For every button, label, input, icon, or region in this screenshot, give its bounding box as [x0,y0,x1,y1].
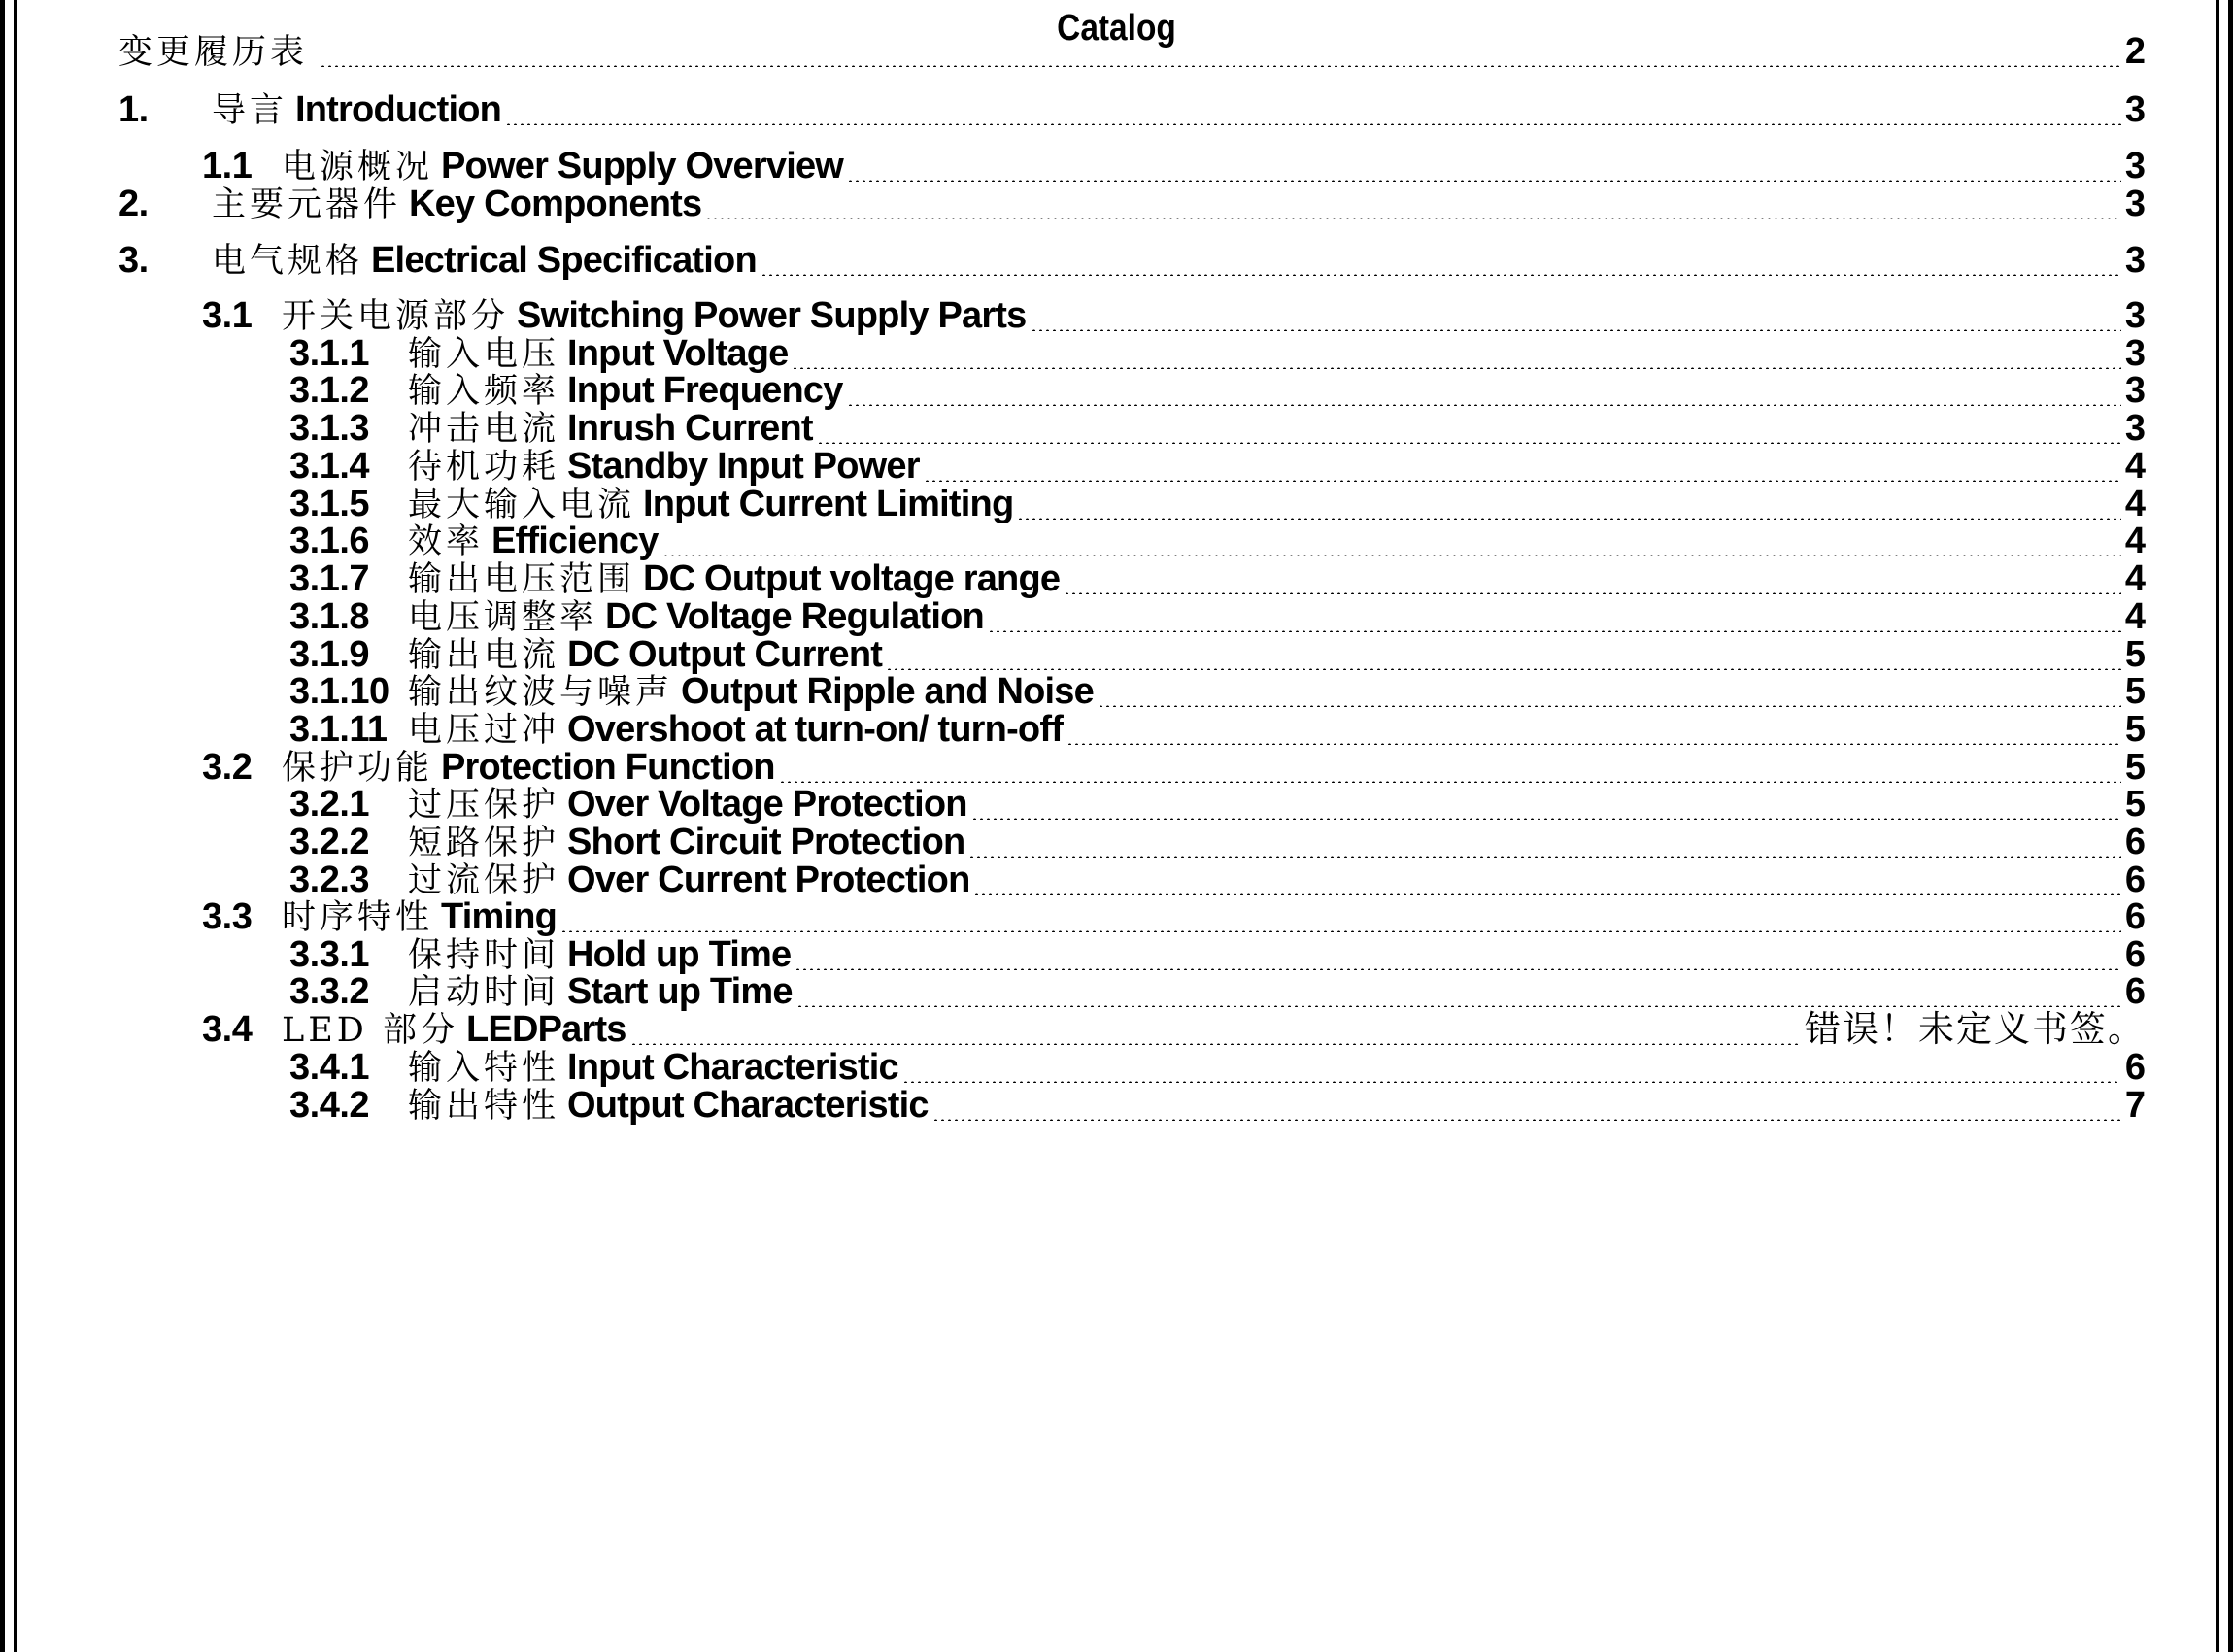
toc-entry-title-zh: 冲击电流 [408,410,560,449]
toc-entry-title-zh: 输出特性 [408,1087,560,1126]
toc-page-number: 4 [2124,446,2146,487]
toc-entry-title-zh: 开关电源部分 [282,297,510,336]
toc-entry-title-zh: 电压过冲 [408,711,560,750]
toc-entry-title-en: Timing [441,896,558,937]
toc-entry-number: 1. [118,89,149,130]
toc-entry-number: 3.1.11 [289,709,388,750]
toc-entry-number: 3.3.2 [289,971,370,1012]
toc-page-number: 3 [2124,408,2146,449]
toc-page-number: 6 [2124,1047,2146,1088]
toc-dot-leader [761,274,2121,276]
toc-entry-title-zh: 启动时间 [408,973,560,1012]
toc-page-number: 3 [2124,89,2146,130]
toc-page-number: 3 [2124,146,2146,186]
toc-entry-title-en: Standby Input Power [567,446,920,487]
toc-entry-title-en: Input Frequency [567,370,843,411]
toc-entry-number: 3.1.2 [289,370,370,411]
toc-entry-number: 3.1.7 [289,558,370,599]
toc-dot-leader [320,65,2121,67]
toc-entry-number: 3.1 [202,295,253,336]
toc-entry-title-en: Short Circuit Protection [567,822,965,862]
toc-page-number: 5 [2124,671,2146,712]
toc-entry-title-en: Introduction [295,89,502,130]
toc-entry-title-en: Overshoot at turn-on/ turn-off [567,709,1064,750]
toc-page-number: 3 [2124,184,2146,224]
toc-entry-title-zh: 主要元器件 [212,185,402,224]
toc-entry-title-en: Electrical Specification [371,240,757,281]
toc-entry-title-en: Inrush Current [567,408,813,449]
toc-entry[interactable] [0,83,2233,137]
toc-entry-number: 3.1.3 [289,408,370,449]
toc-entry-title-en: DC Voltage Regulation [605,596,984,637]
toc-page-number: 6 [2124,934,2146,975]
toc-entry-number: 3.1.1 [289,333,370,374]
toc-dot-leader [932,1119,2121,1121]
toc-entry-title-en: Input Characteristic [567,1047,898,1088]
toc-page-number: 4 [2124,558,2146,599]
toc-entry-number: 3.4 [202,1009,253,1050]
toc-entry-title-zh: 保护功能 [282,749,434,788]
toc-entry-title-en: Start up Time [567,971,793,1012]
toc-dot-leader [505,123,2121,125]
toc-page-number: 4 [2124,596,2146,637]
toc-entry[interactable] [0,24,2233,79]
toc-entry-title-en: Over Voltage Protection [567,784,967,825]
toc-entry-title-en: Power Supply Overview [441,146,844,186]
toc-entry-body [212,233,2146,288]
toc-entry-number: 1.1 [202,146,253,186]
toc-entry-title-en: Output Characteristic [567,1085,929,1126]
toc-entry-title-en: Key Components [409,184,702,224]
toc-entry-title-zh: 输入特性 [408,1049,560,1088]
toc-page-number: 5 [2124,634,2146,675]
toc-entry-title-zh: 待机功耗 [408,448,560,487]
toc-page-number: 4 [2124,521,2146,561]
toc-entry-title-zh: 输出电流 [408,636,560,675]
toc-page-number: 6 [2124,896,2146,937]
toc-page-number: 6 [2124,971,2146,1012]
toc-page-number: 3 [2124,295,2146,336]
toc-entry-title-zh: 短路保护 [408,824,560,862]
toc-entry[interactable] [0,177,2233,231]
toc-entry-title-en: Efficiency [491,521,659,561]
toc-page-number: 3 [2124,333,2146,374]
toc-entry-title-zh: 导言 [212,91,288,130]
toc-entry[interactable] [0,1078,2233,1132]
toc-entry-title-zh: 输出电压范围 [408,560,636,599]
toc-entry-title-en: Over Current Protection [567,860,970,900]
toc-entry-number: 3.4.2 [289,1085,370,1126]
toc-entry-number: 3. [118,240,149,281]
toc-entry-title-zh: 最大输入电流 [408,486,636,524]
toc-entry-number: 3.2 [202,747,253,788]
toc-entry-title-en: Protection Function [441,747,775,788]
toc-entry-title-zh: 电压调整率 [408,598,598,637]
toc-entry-title-zh: 电气规格 [212,242,364,281]
toc-entry-number: 3.1.6 [289,521,370,561]
toc-entry-number: 3.3.1 [289,934,370,975]
toc-entry-body [118,24,2146,80]
toc-entry-title-zh: 输出纹波与噪声 [408,673,674,712]
toc-entry-title-zh: 输入电压 [408,335,560,374]
toc-entry-number: 3.1.8 [289,596,370,637]
toc-entry-title-en: LEDParts [465,1009,626,1050]
toc-entry-body [212,177,2146,232]
toc-dot-leader [705,218,2121,219]
toc-page-number: 5 [2124,747,2146,788]
toc-page-number: 3 [2124,240,2146,281]
toc-page-number: 3 [2124,370,2146,411]
toc-entry-title-zh: 时序特性 [282,898,434,937]
catalog-title: Catalog [1057,8,1176,49]
toc-entry-number: 2. [118,184,149,224]
toc-entry-title-en: Switching Power Supply Parts [517,295,1027,336]
toc-entry-title-zh: 变更履历表 [118,33,309,72]
toc-entry-body [212,83,2146,138]
toc-entry-title-zh: 过压保护 [408,786,560,825]
toc-entry-title-en: DC Output Current [567,634,883,675]
toc-entry-number: 3.2.3 [289,860,370,900]
toc-entry-title-en: Output Ripple and Noise [681,671,1094,712]
toc-entry-number: 3.1.4 [289,446,370,487]
toc-entry-number: 3.1.10 [289,671,389,712]
toc-page-number: 5 [2124,709,2146,750]
toc-entry-title-zh: 电源概况 [282,148,434,186]
toc-page-number: 5 [2124,784,2146,825]
toc-entry-number: 3.3 [202,896,253,937]
toc-page-number: 6 [2124,822,2146,862]
toc-entry[interactable] [0,233,2233,287]
toc-page-number: 7 [2124,1085,2146,1126]
toc-entry-title-en: Hold up Time [567,934,792,975]
toc-page-number: 2 [2124,31,2146,72]
toc-entry-title-zh: LED 部分 [282,1011,458,1050]
toc-entry-title-zh: 输入频率 [408,372,560,411]
toc-entry-title-zh: 过流保护 [408,861,560,900]
toc-entry-body [408,1078,2146,1133]
toc-entry-number: 3.4.1 [289,1047,370,1088]
toc-entry-number: 3.2.2 [289,822,370,862]
toc-page-number: 6 [2124,860,2146,900]
toc-entry-number: 3.1.5 [289,484,370,524]
toc-entry-title-zh: 保持时间 [408,936,560,975]
toc-page-number: 4 [2124,484,2146,524]
toc-entry-title-en: DC Output voltage range [643,558,1061,599]
toc-page-number: 错误！未定义书签。 [1805,1008,2146,1050]
toc-entry-number: 3.1.9 [289,634,370,675]
toc-entry-title-en: Input Voltage [567,333,789,374]
toc-entry-title-en: Input Current Limiting [643,484,1014,524]
toc-entry-number: 3.2.1 [289,784,370,825]
toc-entry-title-zh: 效率 [408,523,485,561]
